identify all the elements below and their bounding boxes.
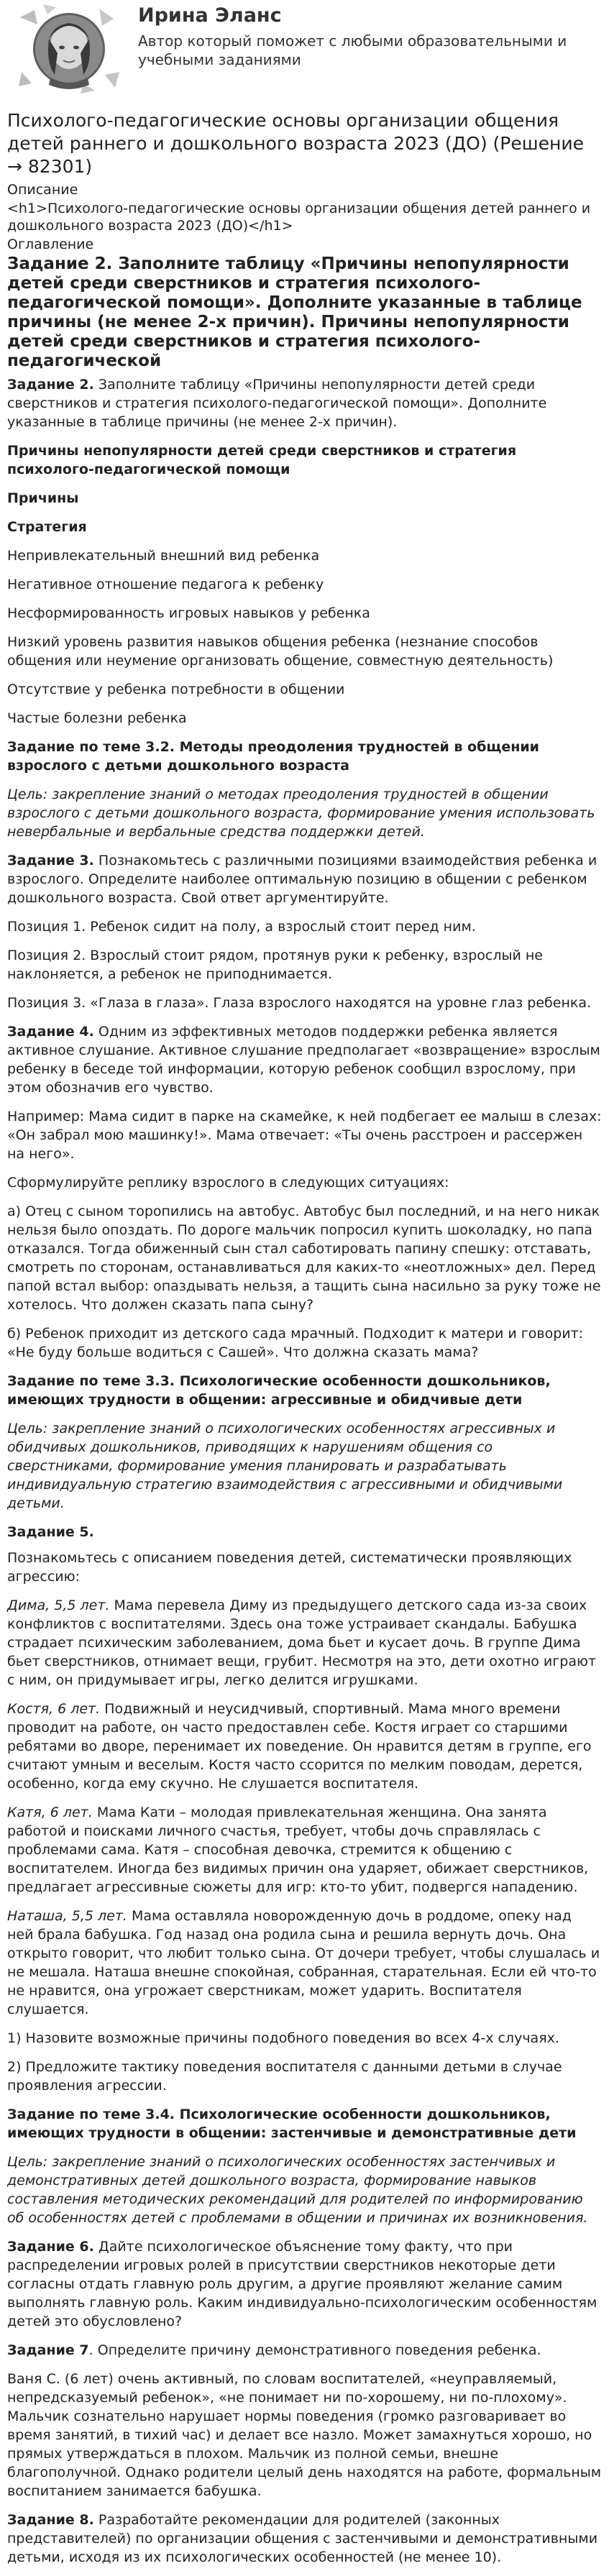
avatar-image <box>14 3 124 95</box>
task4-label: Задание 4. <box>7 1024 94 1040</box>
case-katya-text: Мама Кати – молодая привлекательная женщина. Она занята работой и поисками личного счастья, требует, чтобы дочь справлялась с проблемами сама. Катя – способная девочка, стремится к общению с воспитателем. Иногда без видимых причин она ударяет, обижает сверстников, предлагает агрессивные сюжеты для игр: кто-то убит, подвергся нападению. <box>7 1805 589 1895</box>
cause-item: Негативное отношение педагога к ребенку <box>7 577 324 592</box>
topic-3-3-heading: Задание по теме 3.3. Психологические особенности дошкольников, имеющих трудности в общении: агрессивные и обидчивые дети <box>7 1373 551 1408</box>
task2-paragraph <box>7 375 602 431</box>
topic-3-4-heading: Задание по теме 3.4. Психологические особенности дошкольников, имеющих трудности в общении: застенчивые и демонстративные дети <box>7 2107 577 2141</box>
situation-a: а) Отец с сыном торопились на автобус. Автобус был последний, и на него никак нельзя было опоздать. По дороге мальчик попросил купить шоколадку, но папа отказался. Тогда обиженный сын стал саботировать папину спешку: отставать, смотреть по сторонам, останавливаться для каких-то «неотложных» дел. Перед папой встал выбор: опаздывать нельзя, а тащить сына насильно за руку тоже не хотелось. Что должен сказать папа сыну? <box>7 1204 601 1313</box>
case-dima <box>7 1596 602 1690</box>
case-natasha-text: Мама оставляла новорожденную дочь в роддоме, опеку над ней брала бабушка. Год назад она родила сына и решила вернуть дочь. Она открыто говорит, что любит только сына. От дочери требует, чтобы слушалась и не мешала. Наташа внешне спокойная, собранная, старательная. Если ей что-то не нравится, она угрожает сверстникам, может ударить. Воспитателя слушается. <box>7 1908 600 2017</box>
formulate-paragraph: Сформулируйте реплику взрослого в следующих ситуациях: <box>7 1175 449 1191</box>
situation-b: б) Ребенок приходит из детского сада мрачный. Подходит к матери и говорит: «Не буду больше водиться с Сашей». Что должна сказать мама? <box>7 1326 584 1360</box>
table-col-strategy: Стратегия <box>7 519 87 535</box>
case-dima-name: Дима, 5,5 лет. <box>7 1598 110 1613</box>
task8-label: Задание 8. <box>7 2512 94 2528</box>
toc-label: Оглавление <box>7 237 94 252</box>
cause-item: Частые болезни ребенка <box>7 710 187 726</box>
task8-text: Разработайте рекомендации для родителей (законных представителей) по организации общения с застенчивыми и демонстративными детьми, исходя из их психологических особенностей (не менее 10). <box>7 2512 598 2565</box>
task7-text: . Определите причину демонстративного поведения ребенка. <box>88 2342 541 2358</box>
task3-paragraph <box>7 851 602 907</box>
task6-label: Задание 6. <box>7 2239 94 2255</box>
example-paragraph: Например: Мама сидит в парке на скамейке, к ней подбегает ее малыш в слезах: «Он забрал мою машинку!». Мама отвечает: «Ты очень расстроен и рассержен на него». <box>7 1109 602 1162</box>
description-label: Описание <box>7 182 78 198</box>
task4-text: Одним из эффективных методов поддержки ребенка является активное слушание. Активное слушание предполагает «возвращение» взрослым ребенку в беседе той информации, которую ребенок сообщил взрослому, при этом обозначив его чувство. <box>7 1024 600 1096</box>
avatar[interactable] <box>14 3 124 95</box>
goal-3-2: Цель: закрепление знаний о методах преодоления трудностей в общении взрослого с детьми дошкольного возраста, формирование умения использовать невербальные и вербальные средства поддержки детей. <box>7 787 595 840</box>
task2-text: Заполните таблицу «Причины непопулярности детей среди сверстников и стратегия психолого-педагогической помощи». Дополните указанные в таблице причины (не менее 2-х причин). <box>7 377 547 430</box>
table-col-causes: Причины <box>7 490 79 506</box>
case-natasha-name: Наташа, 5,5 лет. <box>7 1908 127 1924</box>
case-kostya-text: Подвижный и неусидчивый, спортивный. Мама много времени проводит на работе, он часто предоставлен себе. Костя играет со старшими ребятами во дворе, перенимает их поведение. Он нравится детям в группе, его считают умным и веселым. Костя часто ссорится по мелким поводам, дерется, особенно, когда ему скучно. Не слушается воспитателя. <box>7 1701 592 1792</box>
task6-paragraph <box>7 2237 602 2331</box>
author-info <box>138 3 569 69</box>
case-vanya: Ваня С. (6 лет) очень активный, по словам воспитателей, «неуправляемый, непредсказуемый ребенок», «не понимает ни по-хорошему, ни по-плохому». Мальчик сознательно нарушает нормы поведения (громко разговаривает во время занятий, в тихий час) и делает все назло. Может замахнуться хорошо, но прямых утверждаться в плохом. Мальчик из полной семьи, внешне благополучной. Однако родители целый день находятся на работе, формальным воспитанием занимается бабушка. <box>7 2371 602 2499</box>
case-kostya-name: Костя, 6 лет. <box>7 1701 101 1717</box>
case-kostya <box>7 1700 602 1793</box>
task2-label: Задание 2. <box>7 377 94 393</box>
task7-paragraph <box>7 2341 602 2360</box>
author-header <box>7 3 602 96</box>
case-dima-text: Мама перевела Диму из предыдущего детского сада из-за своих конфликтов с воспитателями. Здесь она тоже устраивает скандалы. Бабушка страдает психическим заболеванием, дома бьет и кусает дочь. В группе Дима бьет сверстников, отнимает вещи, грубит. Несмотря на это, дети охотно играют с ним, он придумывает игры, легко делится игрушками. <box>7 1598 597 1688</box>
case-natasha <box>7 1907 602 2019</box>
author-description: Автор который поможет с любыми образовательными и учебными заданиями <box>138 32 567 68</box>
question-2: 2) Предложите тактику поведения воспитателя с данными детьми в случае проявления агрессии. <box>7 2059 562 2094</box>
cause-item: Отсутствие у ребенка потребности в общении <box>7 682 345 697</box>
cause-item: Непривлекательный внешний вид ребенка <box>7 548 320 564</box>
task3-text: Познакомьтесь с различными позициями взаимодействия ребенка и взрослого. Определите наиболее оптимальную позицию в общении с ребенком дошкольного возраста. Свой ответ аргументируйте. <box>7 853 597 906</box>
position-3: Позиция 3. «Глаза в глаза». Глаза взрослого находятся на уровне глаз ребенка. <box>7 995 592 1011</box>
task5-label: Задание 5. <box>7 1524 94 1540</box>
goal-3-4: Цель: закрепление знаний о психологических особенностях застенчивых и демонстративных детей дошкольного возраста, формирование навыков составления методических рекомендаций для родителей по информированию об особенностях детей с проблемами в общении и причинах их возникновения. <box>7 2154 588 2226</box>
case-katya <box>7 1803 602 1897</box>
task8-paragraph <box>7 2511 602 2567</box>
description-text: <h1>Психолого-педагогические основы организации общения детей раннего и дошкольного возраста 2023 (ДО)</h1> <box>7 201 591 234</box>
question-1: 1) Назовите возможные причины подобного поведения во всех 4-х случаях. <box>7 2030 559 2046</box>
page-title: Психолого-педагогические основы организации общения детей раннего и дошкольного возраста 2023 (ДО) (Решение → 82301) <box>7 110 584 177</box>
case-katya-name: Катя, 6 лет. <box>7 1805 93 1820</box>
cause-item: Низкий уровень развития навыков общения ребенка (незнание способов общения или неумение организовать общение, совместную деятельность) <box>7 634 554 669</box>
table-title: Причины непопулярности детей среди сверстников и стратегия психолого-педагогической помощи <box>7 443 517 477</box>
author-name[interactable]: Ирина Эланс <box>138 4 282 27</box>
goal-3-3: Цель: закрепление знаний о психологических особенностях агрессивных и обидчивых дошкольников, приводящих к нарушениям общения со сверстниками, формирование умения планировать и разрабатывать индивидуальную стратегию взаимодействия с агрессивными и обидчивыми детьми. <box>7 1421 563 1511</box>
task7-label: Задание 7 <box>7 2342 89 2358</box>
position-2: Позиция 2. Взрослый стоит рядом, протянув руки к ребенку, взрослый не наклоняется, а ребенок не приподнимается. <box>7 948 543 982</box>
cause-item: Несформированность игровых навыков у ребенка <box>7 605 370 621</box>
task3-label: Задание 3. <box>7 853 94 868</box>
toc-heading: Задание 2. Заполните таблицу «Причины непопулярности детей среди сверстников и стратегия психолого-педагогической помощи». Дополните указанные в таблице причины (не менее 2-х причин). Причины непопулярности детей среди сверстников и стратегия психолого-педагогической <box>7 255 582 370</box>
topic-3-2-heading: Задание по теме 3.2. Методы преодоления трудностей в общении взрослого с детьми дошкольного возраста <box>7 739 539 774</box>
task4-paragraph <box>7 1022 602 1097</box>
task5-text: Познакомьтесь с описанием поведения детей, систематически проявляющих агрессию: <box>7 1550 572 1585</box>
position-1: Позиция 1. Ребенок сидит на полу, а взрослый стоит перед ним. <box>7 919 476 935</box>
task6-text: Дайте психологическое объяснение тому факту, что при распределении игровых ролей в присутствии сверстников некоторые дети согласны отдать главную роль другим, а другие проявляют желание самим выполнять главную роль. Каким индивидуально-психологическим особенностям детей это обусловлено? <box>7 2239 597 2329</box>
